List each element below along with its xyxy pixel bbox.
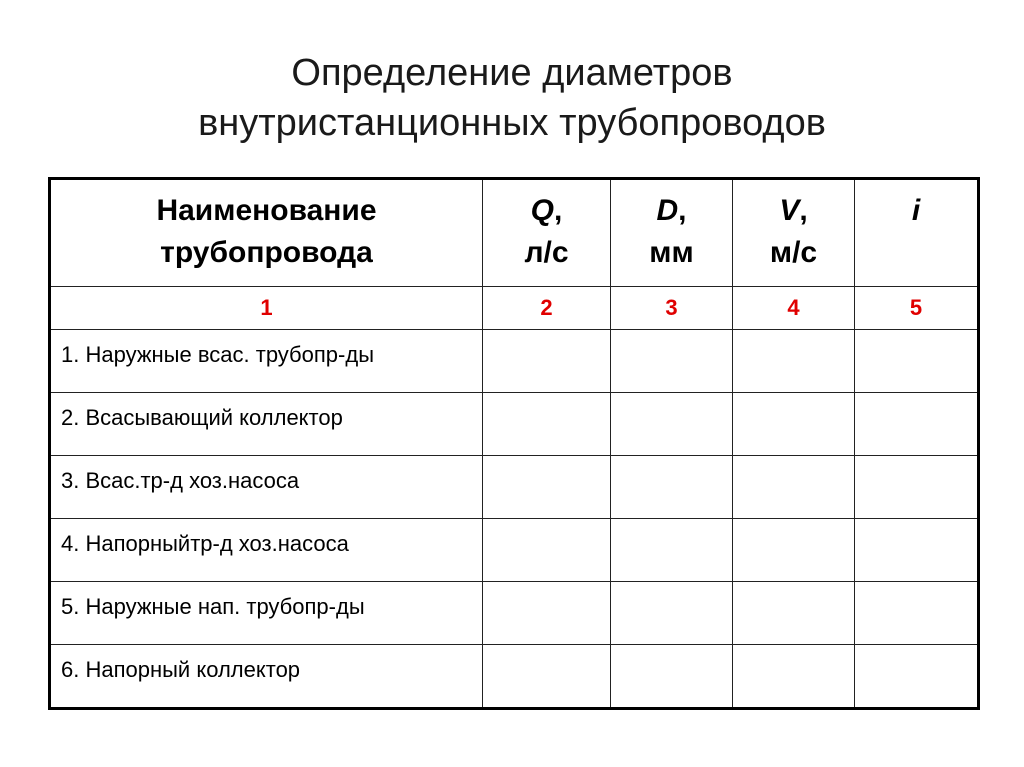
cell-i <box>855 330 979 393</box>
cell-q <box>483 330 611 393</box>
header-v: V, м/с <box>733 179 855 287</box>
row-name: 2. Всасывающий коллектор <box>50 393 483 456</box>
cell-v <box>733 582 855 645</box>
col-number: 1 <box>50 287 483 330</box>
cell-v <box>733 330 855 393</box>
row-name: 5. Наружные нап. трубопр-ды <box>50 582 483 645</box>
title-line-1: Определение диаметров <box>291 52 733 94</box>
cell-i <box>855 582 979 645</box>
header-i: i <box>855 179 979 287</box>
header-d: D, мм <box>611 179 733 287</box>
title-line-2: внутристанционных трубопроводов <box>198 102 826 144</box>
header-name: Наименование трубопровода <box>50 179 483 287</box>
table-row <box>50 330 979 393</box>
cell-d <box>611 456 733 519</box>
cell-v <box>733 645 855 709</box>
col-number: 5 <box>855 287 979 330</box>
cell-i <box>855 456 979 519</box>
cell-q <box>483 519 611 582</box>
table-row <box>50 519 979 582</box>
col-number: 4 <box>733 287 855 330</box>
row-name: 6. Напорный коллектор <box>50 645 483 709</box>
cell-v <box>733 393 855 456</box>
cell-d <box>611 330 733 393</box>
table-row <box>50 393 979 456</box>
cell-q <box>483 456 611 519</box>
cell-q <box>483 582 611 645</box>
header-row <box>50 179 979 287</box>
table-row <box>50 582 979 645</box>
col-number: 3 <box>611 287 733 330</box>
cell-v <box>733 519 855 582</box>
cell-i <box>855 519 979 582</box>
table-row <box>50 456 979 519</box>
cell-i <box>855 393 979 456</box>
row-name: 1. Наружные всас. трубопр-ды <box>50 330 483 393</box>
cell-i <box>855 645 979 709</box>
column-number-row <box>50 287 979 330</box>
cell-d <box>611 645 733 709</box>
col-number: 2 <box>483 287 611 330</box>
row-name: 3. Всас.тр-д хоз.насоса <box>50 456 483 519</box>
slide-title <box>0 48 1024 148</box>
header-q: Q, л/с <box>483 179 611 287</box>
pipeline-diameter-table <box>48 177 980 710</box>
cell-q <box>483 645 611 709</box>
cell-d <box>611 519 733 582</box>
cell-d <box>611 393 733 456</box>
row-name: 4. Напорныйтр-д хоз.насоса <box>50 519 483 582</box>
cell-d <box>611 582 733 645</box>
cell-v <box>733 456 855 519</box>
table-row <box>50 645 979 709</box>
cell-q <box>483 393 611 456</box>
